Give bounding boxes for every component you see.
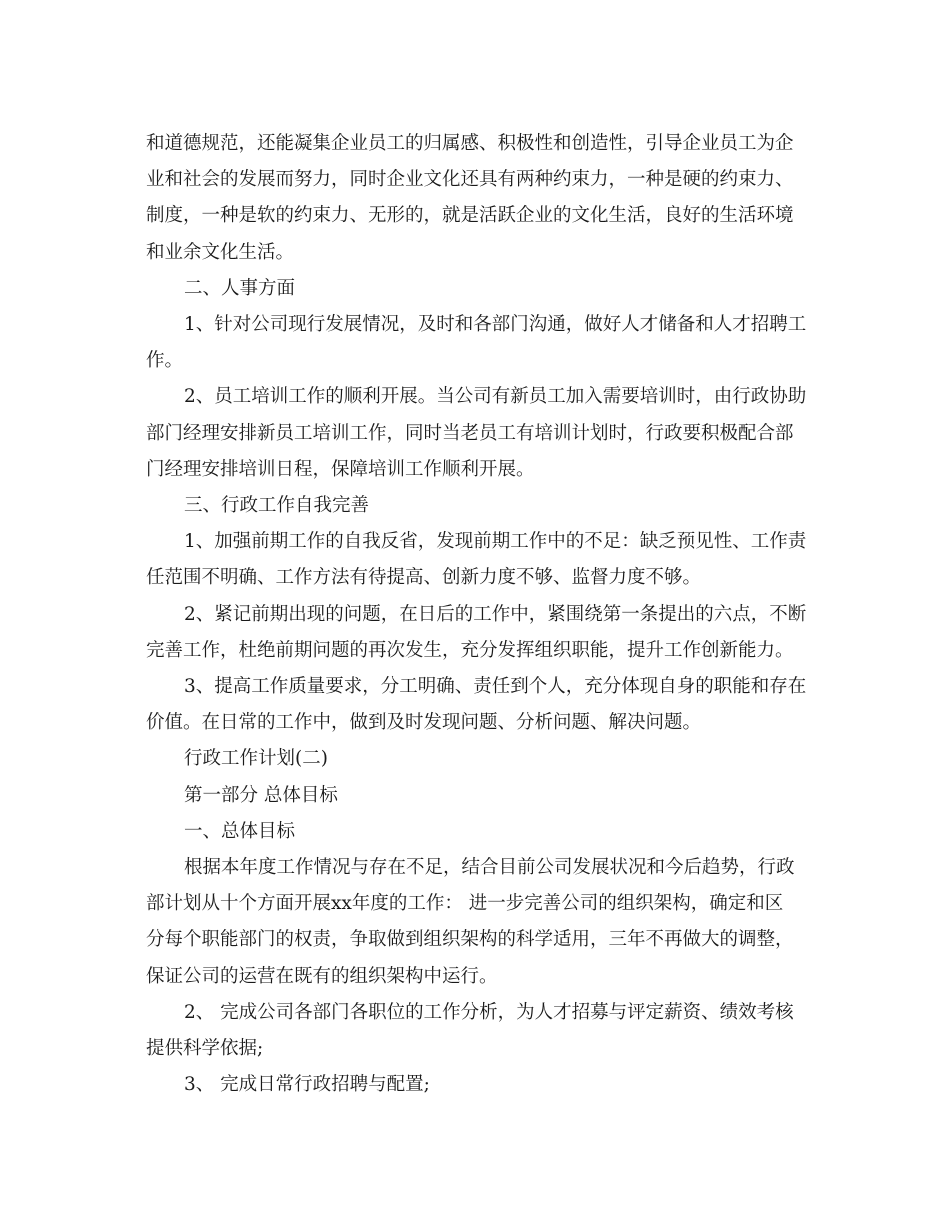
paragraph-line: 2、紧记前期出现的问题，在日后的工作中，紧围绕第一条提出的六点，不断 — [184, 603, 807, 625]
paragraph-line: 和业余文化生活。 — [146, 241, 295, 263]
paragraph-line: 完善工作，杜绝前期问题的再次发生，充分发挥组织职能，提升工作创新能力。 — [146, 639, 794, 661]
paragraph-line: 保证公司的运营在既有的组织架构中运行。 — [146, 965, 498, 987]
paragraph-line: 提供科学依据; — [146, 1038, 264, 1060]
paragraph-line: 制度，一种是软的约束力、无形的，就是活跃企业的文化生活，良好的生活环境 — [146, 205, 794, 227]
paragraph-line: 2、 完成公司各部门各职位的工作分析，为人才招募与评定薪资、绩效考核 — [184, 1001, 794, 1023]
paragraph-line: 和道德规范，还能凝集企业员工的归属感、积极性和创造性，引导企业员工为企 — [146, 133, 794, 154]
section-heading: 一、总体目标 — [184, 820, 296, 842]
paragraph-line: 分每个职能部门的权责，争取做到组织架构的科学适用，三年不再做大的调整， — [146, 929, 794, 951]
paragraph-line: 1、加强前期工作的自我反省，发现前期工作中的不足：缺乏预见性、工作责 — [184, 531, 807, 553]
document-body — [146, 126, 806, 1103]
paragraph-line: 业和社会的发展而努力，同时企业文化还具有两种约束力，一种是硬的约束力、 — [146, 169, 794, 191]
paragraph-line: 3、 完成日常行政招聘与配置; — [184, 1074, 430, 1096]
paragraph-line: 根据本年度工作情况与存在不足，结合目前公司发展状况和今后趋势，行政 — [184, 857, 795, 879]
paragraph-line: 1、针对公司现行发展情况，及时和各部门沟通，做好人才储备和人才招聘工 — [184, 314, 807, 336]
paragraph-line: 作。 — [146, 350, 184, 372]
part-heading: 第一部分 总体目标 — [184, 784, 338, 806]
document-subtitle: 行政工作计划(二) — [184, 748, 328, 770]
paragraph-line: 门经理安排培训日程，保障培训工作顺利开展。 — [146, 458, 535, 480]
paragraph-line: 3、提高工作质量要求，分工明确、责任到个人，充分体现自身的职能和存在 — [184, 676, 807, 698]
paragraph-line: 2、员工培训工作的顺利开展。当公司有新员工加入需要培训时，由行政协助 — [184, 386, 807, 408]
paragraph-line: 部门经理安排新员工培训工作，同时当老员工有培训计划时，行政要积极配合部 — [146, 422, 794, 444]
paragraph-line: 价值。在日常的工作中，做到及时发现问题、分析问题、解决问题。 — [146, 712, 702, 734]
section-heading: 三、行政工作自我完善 — [184, 495, 370, 517]
paragraph-line: 部计划从十个方面开展xx年度的工作： 进一步完善公司的组织架构，确定和区 — [146, 893, 784, 915]
paragraph-line: 任范围不明确、工作方法有待提高、创新力度不够、监督力度不够。 — [146, 567, 702, 589]
section-heading: 二、人事方面 — [184, 277, 296, 299]
